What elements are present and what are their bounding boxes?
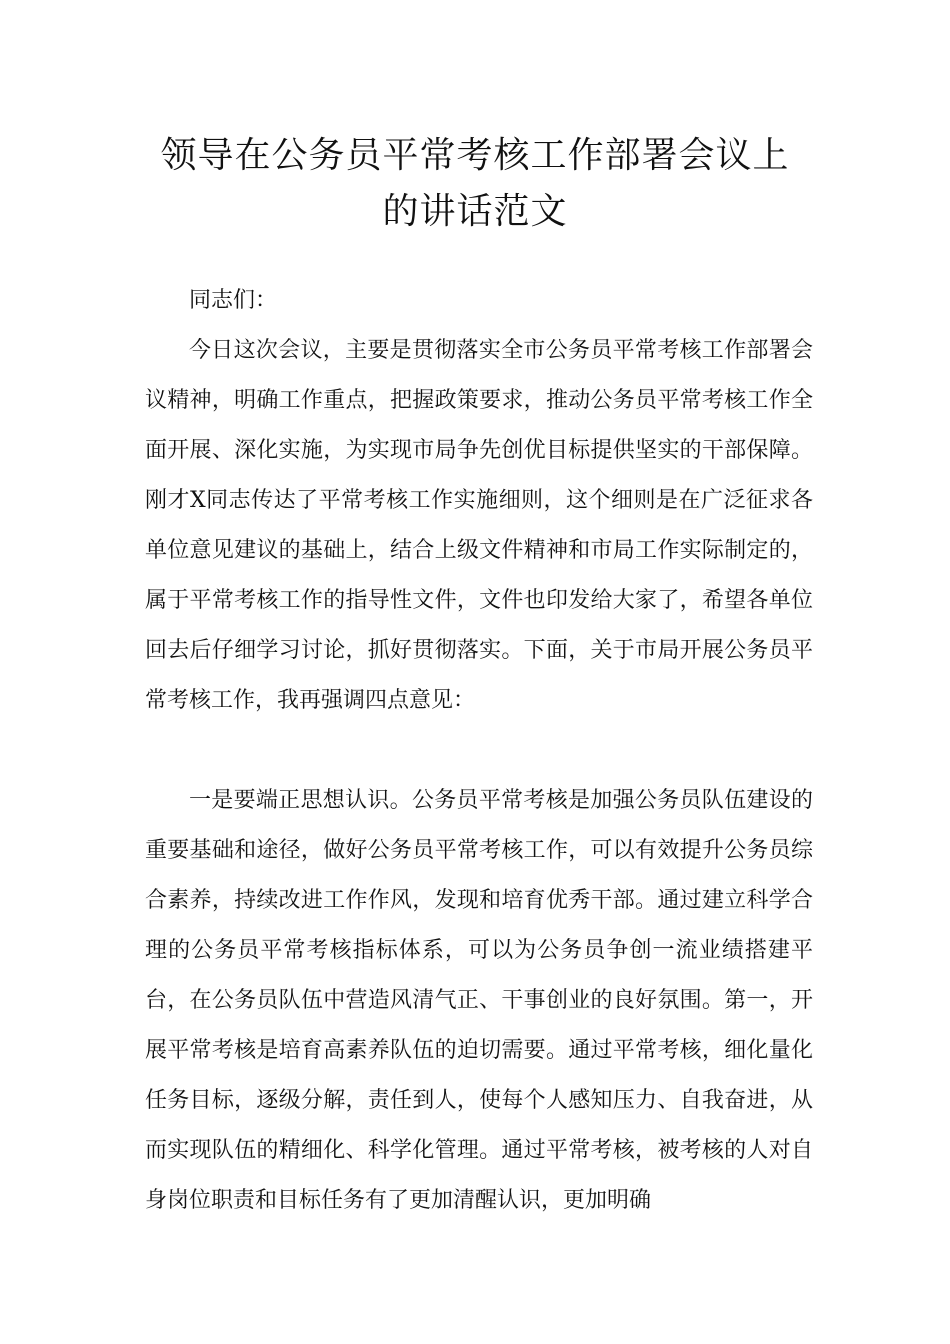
greeting: 同志们： bbox=[189, 288, 278, 313]
paragraph-1: 今日这次会议，主要是贯彻落实全市公务员平常考核工作部署会议精神，明确工作重点，把握政策要求，推动公务员平常考核工作全面开展、深化实施，为实现市局争先创优目标提供坚实的干部保障。刚才X同志传达了平常考核工作实施细则，这个细则是在广泛征求各单位意见建议的基础上，结合上级文件精神和市局工作实际制定的，属于平常考核工作的指导性文件，文件也印发给大家了，希望各单位回去后仔细学习讨论，抓好贯彻落实。下面，关于市局开展公务员平常考核工作，我再强调四点意见： bbox=[145, 338, 813, 713]
title-line-1: 领导在公务员平常考核工作部署会议上 bbox=[160, 135, 790, 176]
title-line-2: 的讲话范文 bbox=[382, 191, 568, 232]
document-title bbox=[100, 128, 850, 240]
paragraph-2: 一是要端正思想认识。公务员平常考核是加强公务员队伍建设的重要基础和途径，做好公务员平常考核工作，可以有效提升公务员综合素养，持续改进工作作风，发现和培育优秀干部。通过建立科学合理的公务员平常考核指标体系，可以为公务员争创一流业绩搭建平台，在公务员队伍中营造风清气正、干事创业的良好氛围。第一，开展平常考核是培育高素养队伍的迫切需要。通过平常考核，细化量化任务目标，逐级分解，责任到人，使每个人感知压力、自我奋进，从而实现队伍的精细化、科学化管理。通过平常考核，被考核的人对自身岗位职责和目标任务有了更加清醒认识，更加明确 bbox=[145, 788, 813, 1213]
